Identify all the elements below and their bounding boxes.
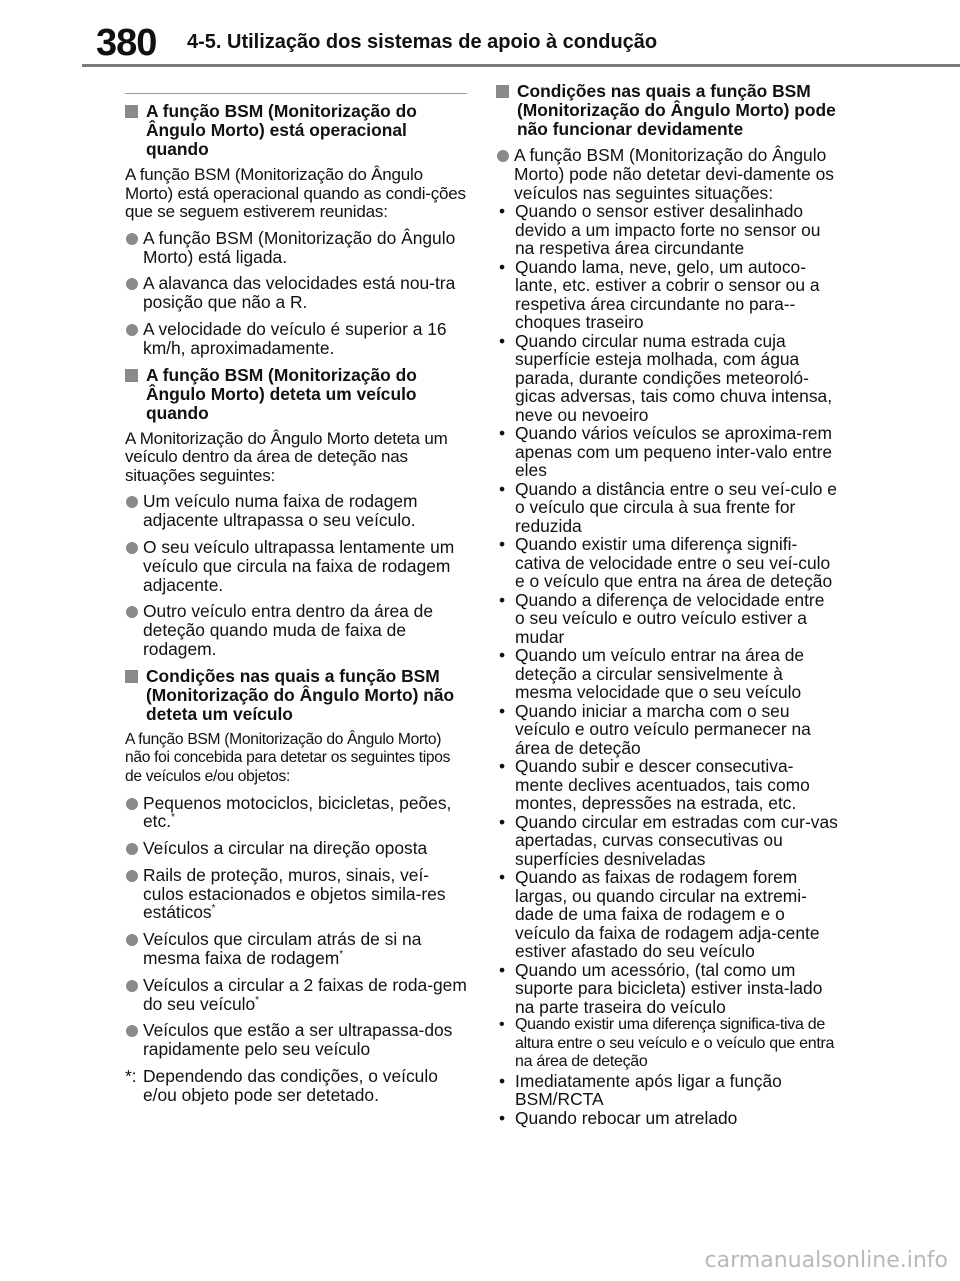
list-item: Pequenos motociclos, bicicletas, peões, etc.*	[125, 794, 467, 832]
site-watermark: carmanualsonline.info	[704, 1248, 948, 1273]
paragraph: A função BSM (Monitorização do Ângulo Morto) não foi concebida para detetar os seguintes tipos de veículos e/ou objetos:	[125, 730, 451, 785]
circle-bullet-icon	[126, 606, 138, 618]
condition-list	[496, 202, 838, 1127]
list-item: Outro veículo entra dentro da área de deteção quando muda de faixa de rodagem.	[125, 602, 467, 658]
circle-bullet-icon	[126, 233, 138, 245]
list-item: • Quando a distância entre o seu veí-culo e o veículo que circula à sua frente for reduzida	[499, 478, 837, 536]
list-item: Veículos a circular a 2 faixas de roda-gem do seu veículo*	[125, 976, 467, 1014]
square-bullet-icon	[125, 105, 138, 118]
list-item: • Quando existir uma diferença significa-tiva de altura entre o seu veículo e o veículo que entra na área de deteção	[499, 1016, 835, 1071]
list-item: A função BSM (Monitorização do Ângulo Morto) está ligada.	[125, 229, 467, 267]
footnote-marker: *	[211, 903, 216, 915]
circle-bullet-icon	[126, 324, 138, 336]
circle-bullet-icon	[126, 1025, 138, 1037]
list-item: • Quando lama, neve, gelo, um autoco-lante, etc. estiver a cobrir o sensor ou a respetiva área circundante no para--choques traseiro	[499, 256, 820, 333]
left-column	[125, 80, 467, 1105]
list-item: • Quando um acessório, (tal como um suporte para bicicleta) estiver insta-lado na parte traseira do veículo	[499, 959, 823, 1017]
list-item: A função BSM (Monitorização do Ângulo Morto) pode não detetar devi-damente os veículos nas seguintes situações:	[496, 146, 838, 202]
list-item: • Quando existir uma diferença signifi-cativa de velocidade entre o seu veí-culo e o veículo que entra na área de deteção	[499, 534, 833, 592]
list-item: • Quando um veículo entrar na área de deteção a circular sensivelmente à mesma velocidade que o seu veículo	[499, 645, 805, 703]
list-item: • Quando subir e descer consecutiva-mente declives acentuados, tais como montes, depressões na estrada, etc.	[499, 756, 810, 814]
list-item: Veículos que circulam atrás de si na mesma faixa de rodagem*	[125, 930, 467, 968]
list-item: A alavanca das velocidades está nou-tra posição que não a R.	[125, 274, 467, 312]
list-item: Veículos a circular na direção oposta	[125, 839, 467, 858]
circle-bullet-icon	[126, 496, 138, 508]
footnote-mark: *:	[125, 1066, 137, 1087]
subsection-heading: A função BSM (Monitorização do Ângulo Morto) deteta um veículo quando	[125, 366, 467, 423]
header-divider	[82, 64, 960, 67]
list-item: • Quando o sensor estiver desalinhado devido a um impacto forte no sensor ou na respetiva área circundante	[499, 201, 821, 259]
list-item: • Quando rebocar um atrelado	[499, 1107, 738, 1128]
circle-bullet-icon	[126, 843, 138, 855]
page-number: 380	[96, 22, 157, 64]
list-item: • Quando iniciar a marcha com o seu veículo e outro veículo permanecer na área de deteção	[499, 700, 811, 758]
circle-bullet-icon	[126, 934, 138, 946]
list-item: A velocidade do veículo é superior a 16 km/h, aproximadamente.	[125, 320, 467, 358]
footnote-marker: *	[339, 949, 344, 961]
list-item: Veículos que estão a ser ultrapassa-dos rapidamente pelo seu veículo	[125, 1021, 467, 1059]
square-bullet-icon	[496, 85, 509, 98]
footnote: *: Dependendo das condições, o veículo e/ou objeto pode ser detetado.	[125, 1066, 438, 1105]
paragraph: A Monitorização do Ângulo Morto deteta um veículo dentro da área de deteção nas situações seguintes:	[125, 428, 448, 485]
right-column	[496, 80, 838, 1127]
list-item: • Imediatamente após ligar a função BSM/RCTA	[499, 1070, 782, 1110]
list-item: • Quando circular numa estrada cuja superfície esteja molhada, com água parada, durante condições meteoroló-gicas adversas, tais como chuva intensa, neve ou nevoeiro	[499, 330, 833, 425]
footnote-marker: *	[255, 994, 260, 1006]
list-item: Um veículo numa faixa de rodagem adjacente ultrapassa o seu veículo.	[125, 492, 467, 530]
circle-bullet-icon	[126, 980, 138, 992]
subsection-heading: A função BSM (Monitorização do Ângulo Morto) está operacional quando	[125, 102, 467, 159]
list-item: • Quando as faixas de rodagem forem largas, ou quando circular na extremi-dade de uma faixa de rodagem e o veículo da faixa de rodagem adja-cente estiver afastado do seu veículo	[499, 867, 820, 962]
list-item: • Quando vários veículos se aproxima-rem apenas com um pequeno inter-valo entre eles	[499, 423, 833, 481]
square-bullet-icon	[125, 369, 138, 382]
footnote-marker: *	[171, 812, 175, 824]
section-title: 4-5. Utilização dos sistemas de apoio à condução	[187, 31, 658, 53]
list-item: Rails de proteção, muros, sinais, veí-culos estacionados e objetos simila-res estáticos*	[125, 866, 467, 922]
circle-bullet-icon	[126, 798, 138, 810]
list-item: • Quando a diferença de velocidade entre o seu veículo e outro veículo estiver a mudar	[499, 589, 825, 647]
list-item: • Quando circular em estradas com cur-vas apertadas, curvas consecutivas ou superfícies desniveladas	[499, 811, 838, 869]
square-bullet-icon	[125, 670, 138, 683]
subsection-heading: Condições nas quais a função BSM (Monitorização do Ângulo Morto) pode não funcionar devidamente	[496, 82, 838, 139]
circle-bullet-icon	[126, 870, 138, 882]
circle-bullet-icon	[126, 542, 138, 554]
page-header	[0, 0, 960, 72]
list-item: O seu veículo ultrapassa lentamente um veículo que circula na faixa de rodagem adjacente.	[125, 538, 467, 594]
column-divider	[125, 93, 467, 94]
subsection-heading: Condições nas quais a função BSM (Monitorização do Ângulo Morto) não deteta um veículo	[125, 667, 467, 724]
circle-bullet-icon	[497, 150, 509, 162]
circle-bullet-icon	[126, 278, 138, 290]
paragraph: A função BSM (Monitorização do Ângulo Morto) está operacional quando as condi-ções que se seguem estiverem reunidas:	[125, 165, 466, 222]
